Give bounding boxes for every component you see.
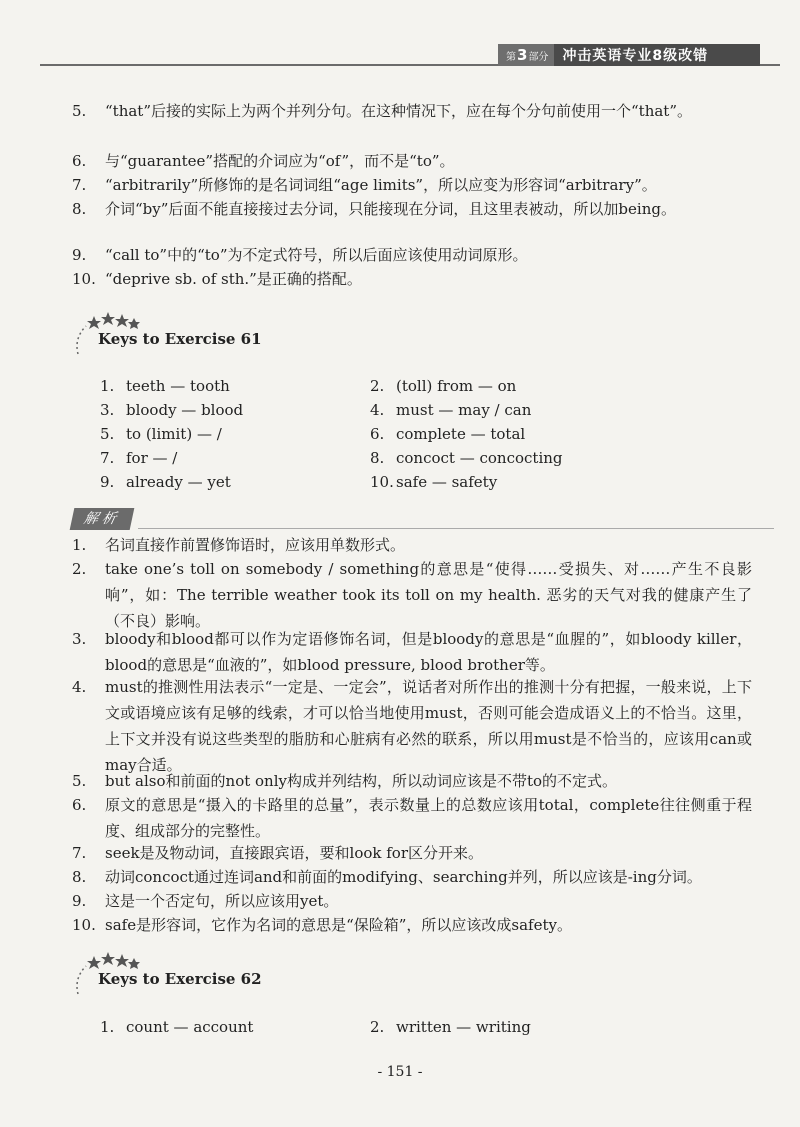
explanation-item: [72, 864, 752, 890]
key-item: [100, 447, 177, 469]
item-text: take one’s toll on somebody / something的意思是“使得……受损失、对……产生不良影响”，如：The terrible weather took its toll on my health. 恶劣的天气对我的健康产生了（不良）影响。: [105, 560, 752, 630]
header-band: [498, 44, 760, 66]
item-text: safe是形容词，它作为名词的意思是“保险箱”，所以应该改成safety。: [105, 916, 572, 934]
section-title: Keys to Exercise 62: [98, 970, 262, 988]
part-suffix: 部分: [528, 51, 549, 63]
explanation-item: [72, 912, 752, 938]
key-item: [370, 1016, 531, 1038]
key-item: [100, 471, 231, 493]
prev-item: [72, 196, 752, 222]
key-text: for — /: [126, 449, 178, 467]
item-number: 3.: [72, 630, 87, 648]
key-text: to (limit) — /: [126, 425, 222, 443]
ex62-heading: [72, 950, 372, 1010]
jiexi-rule: [138, 528, 774, 529]
prev-item: [72, 148, 752, 174]
key-number: 9.: [100, 473, 115, 491]
key-text: (toll) from — on: [396, 377, 517, 395]
explanation-item: [72, 674, 752, 778]
explanation-item: [72, 840, 752, 866]
item-number: 9.: [72, 892, 87, 910]
prev-item: [72, 172, 752, 198]
key-item: [370, 423, 525, 445]
item-text: must的推测性用法表示“一定是、一定会”，说话者对所作出的推测十分有把握，一般来说，上下文或语境应该有足够的线索，才可以恰当地使用must，否则可能会造成语义上的不恰当。这里，上下文并没有说这些类型的脂肪和心脏病有必然的联系，所以用must是不恰当的，应该用can或may合适。: [105, 678, 752, 774]
item-number: 8.: [72, 868, 87, 886]
page-header: [0, 0, 800, 70]
key-number: 2.: [370, 1018, 385, 1036]
item-text: 与“guarantee”搭配的介词应为“of”，而不是“to”。: [105, 152, 455, 170]
key-item: [370, 447, 563, 469]
part-label: [498, 44, 554, 66]
part-prefix: 第: [506, 51, 516, 63]
item-number: 6.: [72, 796, 87, 814]
key-text: complete — total: [396, 425, 526, 443]
key-number: 2.: [370, 377, 385, 395]
book-title: 冲击英语专业8级改错: [562, 48, 709, 64]
ex61-heading: [72, 310, 372, 370]
item-text: “arbitrarily”所修饰的是名词词组“age limits”，所以应变为形容词“arbitrary”。: [105, 176, 657, 194]
key-text: count — account: [126, 1018, 254, 1036]
key-item: [100, 375, 230, 397]
item-text: 这是一个否定句，所以应该用yet。: [105, 892, 339, 910]
item-number: 10.: [72, 270, 96, 288]
key-text: must — may / can: [396, 401, 532, 419]
prev-item: [72, 98, 752, 124]
jiexi-label: 解析: [70, 508, 135, 530]
prev-item: [72, 242, 752, 268]
item-text: 名词直接作前置修饰语时，应该用单数形式。: [105, 536, 406, 554]
key-text: bloody — blood: [126, 401, 244, 419]
item-number: 4.: [72, 678, 87, 696]
key-number: 7.: [100, 449, 115, 467]
item-text: 动词concoct通过连词and和前面的modifying、searching并列，所以应该是-ing分词。: [105, 868, 702, 886]
key-number: 5.: [100, 425, 115, 443]
key-number: 6.: [370, 425, 385, 443]
key-number: 1.: [100, 1018, 115, 1036]
key-number: 10.: [370, 473, 394, 491]
item-number: 5.: [72, 772, 87, 790]
item-text: “deprive sb. of sth.”是正确的搭配。: [105, 270, 362, 288]
item-number: 6.: [72, 152, 87, 170]
page-number: - 151 -: [377, 1064, 423, 1080]
key-text: already — yet: [126, 473, 231, 491]
explanation-item: [72, 792, 752, 844]
key-text: teeth — tooth: [126, 377, 230, 395]
section-title: Keys to Exercise 61: [98, 330, 262, 348]
key-text: written — writing: [396, 1018, 531, 1036]
item-text: 介词“by”后面不能直接接过去分词，只能接现在分词，且这里表被动，所以加being。: [105, 200, 676, 218]
item-number: 8.: [72, 200, 87, 218]
key-text: concoct — concocting: [396, 449, 563, 467]
item-number: 9.: [72, 246, 87, 264]
key-number: 8.: [370, 449, 385, 467]
item-text: 原文的意思是“摄入的卡路里的总量”，表示数量上的总数应该用total，complete往往侧重于程度、组成部分的完整性。: [105, 796, 752, 840]
explanation-item: [72, 888, 752, 914]
item-number: 10.: [72, 916, 96, 934]
key-item: [100, 399, 243, 421]
explanation-item: [72, 626, 752, 678]
key-item: [370, 399, 531, 421]
key-number: 1.: [100, 377, 115, 395]
key-number: 3.: [100, 401, 115, 419]
item-number: 5.: [72, 102, 87, 120]
item-text: “call to”中的“to”为不定式符号，所以后面应该使用动词原形。: [105, 246, 528, 264]
key-item: [100, 1016, 253, 1038]
item-number: 7.: [72, 844, 87, 862]
prev-item: [72, 266, 752, 292]
key-text: safe — safety: [396, 473, 498, 491]
part-number: 3: [517, 46, 528, 64]
item-text: “that”后接的实际上为两个并列分句。在这种情况下，应在每个分句前使用一个“that”。: [105, 102, 692, 120]
item-number: 2.: [72, 560, 87, 578]
explanation-item: [72, 556, 752, 634]
key-item: [100, 423, 222, 445]
item-number: 1.: [72, 536, 87, 554]
item-text: seek是及物动词，直接跟宾语，要和look for区分开来。: [105, 844, 484, 862]
key-number: 4.: [370, 401, 385, 419]
item-text: but also和前面的not only构成并列结构，所以动词应该是不带to的不定式。: [105, 772, 618, 790]
explanation-item: [72, 768, 752, 794]
item-text: bloody和blood都可以作为定语修饰名词，但是bloody的意思是“血腥的”，如bloody killer，blood的意思是“血液的”，如blood pressure, blood brother等。: [105, 630, 752, 674]
key-item: [370, 471, 497, 493]
item-number: 7.: [72, 176, 87, 194]
explanation-item: [72, 532, 752, 558]
key-item: [370, 375, 516, 397]
